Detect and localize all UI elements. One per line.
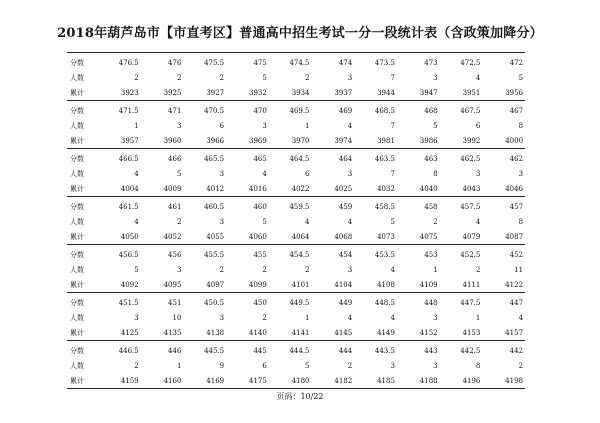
table-block — [67, 340, 525, 389]
table-cell-cumulative: 4125 — [120, 328, 139, 337]
table-cell-score: 475 — [253, 58, 267, 67]
table-cell-count: 4 — [347, 217, 353, 226]
table-cell-cumulative: 4060 — [248, 232, 267, 241]
table-cell-score: 456.5 — [118, 250, 139, 259]
table-cell-score: 451.5 — [118, 298, 139, 307]
table-cell-count: 1 — [305, 121, 310, 130]
table-cell-count: 2 — [518, 361, 524, 370]
table-cell-score: 445.5 — [204, 346, 225, 355]
table-cell-score: 450.5 — [204, 298, 225, 307]
table-cell-cumulative: 3992 — [462, 136, 481, 145]
table-cell-cumulative: 3956 — [505, 88, 524, 97]
table-cell-cumulative: 4101 — [291, 280, 310, 289]
table-cell-count: 3 — [219, 313, 225, 322]
table-cell-score: 459.5 — [289, 202, 310, 211]
table-cell-cumulative: 4022 — [291, 184, 310, 193]
table-block — [67, 148, 525, 196]
table-cell-count: 7 — [390, 73, 395, 82]
table-cell-cumulative: 4092 — [120, 280, 139, 289]
table-cell-score: 469.5 — [289, 106, 310, 115]
table-cell-count: 2 — [176, 217, 182, 226]
row-label-score: 分数 — [70, 106, 84, 115]
table-cell-score: 476 — [168, 58, 182, 67]
table-cell-cumulative: 4122 — [505, 280, 524, 289]
table-cell-score: 443 — [424, 346, 438, 355]
table-cell-score: 447 — [509, 298, 524, 307]
table-cell-score: 473.5 — [374, 58, 395, 67]
table-cell-cumulative: 4004 — [120, 184, 139, 193]
table-cell-cumulative: 4185 — [377, 376, 395, 385]
table-block — [67, 292, 525, 340]
table-cell-score: 445 — [253, 346, 267, 355]
table-cell-count: 3 — [475, 169, 481, 178]
table-cell-count: 10 — [172, 313, 182, 322]
table-cell-cumulative: 4095 — [163, 280, 182, 289]
row-label-cumulative: 累计 — [70, 136, 84, 145]
table-cell-count: 4 — [390, 265, 395, 274]
table-row-count — [67, 358, 525, 373]
table-cell-score: 458.5 — [374, 202, 395, 211]
table-cell-count: 5 — [262, 73, 267, 82]
row-label-score: 分数 — [70, 202, 84, 211]
row-label-count: 人数 — [70, 265, 84, 274]
table-cell-count: 2 — [219, 265, 225, 274]
table-cell-score: 453 — [424, 250, 438, 259]
table-cell-cumulative: 4097 — [206, 280, 225, 289]
table-cell-count: 4 — [262, 169, 267, 178]
table-cell-cumulative: 4196 — [462, 376, 481, 385]
table-cell-cumulative: 4140 — [248, 328, 267, 337]
table-row-count — [67, 70, 525, 85]
table-cell-count: 1 — [134, 121, 139, 130]
table-cell-cumulative: 4182 — [334, 376, 353, 385]
table-cell-cumulative: 3932 — [248, 88, 267, 97]
table-cell-count: 1 — [176, 361, 182, 370]
table-cell-cumulative: 3923 — [120, 88, 139, 97]
table-cell-score: 465.5 — [204, 154, 225, 163]
table-cell-score: 457.5 — [460, 202, 481, 211]
table-cell-count: 4 — [347, 313, 353, 322]
table-cell-score: 474.5 — [289, 58, 310, 67]
table-cell-score: 475.5 — [204, 58, 225, 67]
table-cell-cumulative: 4145 — [334, 328, 353, 337]
table-cell-count: 8 — [518, 121, 524, 130]
table-cell-cumulative: 4032 — [377, 184, 395, 193]
page-number: 页码：10/22 — [276, 392, 324, 401]
table-cell-cumulative: 3960 — [163, 136, 182, 145]
table-cell-count: 6 — [305, 169, 310, 178]
table-cell-count: 5 — [176, 169, 182, 178]
table-cell-cumulative: 4152 — [419, 328, 438, 337]
table-cell-cumulative: 4198 — [505, 376, 524, 385]
table-cell-score: 447.5 — [460, 298, 481, 307]
table-cell-count: 3 — [219, 217, 225, 226]
table-cell-count: 5 — [262, 217, 267, 226]
table-cell-cumulative: 4016 — [248, 184, 267, 193]
row-label-count: 人数 — [70, 121, 84, 130]
table-cell-count: 3 — [176, 265, 182, 274]
table-row-cumulative — [67, 373, 525, 388]
table-cell-score: 468.5 — [374, 106, 395, 115]
table-cell-cumulative: 4052 — [163, 232, 182, 241]
row-label-cumulative: 累计 — [70, 232, 84, 241]
row-label-cumulative: 累计 — [70, 184, 84, 193]
table-cell-cumulative: 4075 — [419, 232, 438, 241]
table-cell-score: 466 — [168, 154, 182, 163]
row-label-count: 人数 — [70, 361, 84, 370]
row-label-count: 人数 — [70, 313, 84, 322]
table-block — [67, 100, 525, 148]
table-cell-count: 3 — [347, 169, 353, 178]
table-cell-score: 448 — [424, 298, 438, 307]
table-cell-cumulative: 4159 — [120, 376, 139, 385]
table-cell-count: 1 — [433, 265, 438, 274]
table-cell-count: 1 — [305, 313, 310, 322]
table-row-score — [67, 55, 525, 70]
table-cell-count: 3 — [134, 313, 139, 322]
table-cell-score: 461.5 — [118, 202, 139, 211]
table-cell-count: 9 — [219, 361, 225, 370]
table-cell-cumulative: 3944 — [377, 88, 395, 97]
table-cell-score: 457 — [509, 202, 524, 211]
table-cell-count: 5 — [433, 121, 438, 130]
table-cell-cumulative: 3974 — [334, 136, 353, 145]
table-cell-count: 3 — [433, 73, 438, 82]
table-cell-cumulative: 4138 — [206, 328, 225, 337]
table-cell-score: 455.5 — [204, 250, 225, 259]
page-title: 2018年葫芦岛市【市直考区】普通高中招生考试一分一段统计表（含政策加降分） — [57, 26, 543, 41]
table-cell-cumulative: 4188 — [419, 376, 438, 385]
table-cell-cumulative: 4079 — [462, 232, 481, 241]
table-cell-score: 472.5 — [460, 58, 481, 67]
table-cell-count: 3 — [347, 265, 353, 274]
table-row-cumulative — [67, 85, 525, 100]
table-cell-cumulative: 4160 — [163, 376, 182, 385]
row-label-score: 分数 — [70, 58, 84, 67]
table-cell-count: 2 — [219, 73, 225, 82]
table-cell-count: 2 — [262, 313, 267, 322]
table-cell-count: 7 — [390, 121, 395, 130]
table-cell-cumulative: 3966 — [206, 136, 225, 145]
table-cell-count: 6 — [219, 121, 225, 130]
table-cell-score: 471 — [168, 106, 182, 115]
table-cell-count: 8 — [475, 361, 481, 370]
table-cell-cumulative: 4064 — [291, 232, 310, 241]
row-label-score: 分数 — [70, 154, 84, 163]
table-cell-count: 4 — [475, 73, 481, 82]
table-cell-score: 463 — [424, 154, 438, 163]
table-cell-score: 446 — [168, 346, 182, 355]
table-cell-cumulative: 4175 — [248, 376, 267, 385]
table-cell-score: 455 — [253, 250, 267, 259]
table-cell-cumulative: 4050 — [120, 232, 139, 241]
table-cell-count: 6 — [475, 121, 481, 130]
table-row-count — [67, 262, 525, 277]
table-row-count — [67, 214, 525, 229]
table-cell-score: 444.5 — [289, 346, 310, 355]
table-row-cumulative — [67, 229, 525, 244]
table-cell-cumulative: 4046 — [505, 184, 524, 193]
table-cell-cumulative: 4012 — [206, 184, 225, 193]
table-cell-score: 470.5 — [204, 106, 225, 115]
table-cell-cumulative: 4141 — [291, 328, 310, 337]
row-label-score: 分数 — [70, 346, 84, 355]
table-cell-cumulative: 4108 — [377, 280, 395, 289]
row-label-score: 分数 — [70, 298, 84, 307]
table-row-score — [67, 295, 525, 310]
table-cell-score: 462 — [509, 154, 524, 163]
table-cell-count: 3 — [433, 361, 438, 370]
table-cell-count: 5 — [390, 217, 395, 226]
table-row-score — [67, 343, 525, 358]
table-cell-score: 471.5 — [118, 106, 139, 115]
table-cell-cumulative: 4073 — [377, 232, 395, 241]
table-cell-score: 454 — [338, 250, 353, 259]
table-cell-count: 4 — [347, 121, 353, 130]
row-label-score: 分数 — [70, 250, 84, 259]
row-label-count: 人数 — [70, 73, 84, 82]
table-cell-count: 3 — [347, 73, 353, 82]
table-block — [67, 244, 525, 292]
table-cell-cumulative: 3986 — [419, 136, 438, 145]
table-cell-score: 456 — [168, 250, 182, 259]
table-cell-count: 2 — [176, 73, 182, 82]
row-label-count: 人数 — [70, 217, 84, 226]
table-cell-count: 3 — [390, 361, 395, 370]
table-cell-cumulative: 4000 — [505, 136, 524, 145]
table-row-score — [67, 151, 525, 166]
table-row-cumulative — [67, 277, 525, 292]
table-cell-count: 1 — [475, 313, 481, 322]
table-cell-cumulative: 4104 — [334, 280, 353, 289]
table-cell-cumulative: 4055 — [206, 232, 225, 241]
table-cell-cumulative: 4099 — [248, 280, 267, 289]
table-row-score — [67, 199, 525, 214]
table-row-cumulative — [67, 325, 525, 340]
table-cell-cumulative: 4087 — [505, 232, 524, 241]
table-cell-cumulative: 3951 — [462, 88, 481, 97]
table-cell-score: 465 — [253, 154, 267, 163]
table-cell-count: 3 — [518, 169, 524, 178]
table-cell-count: 2 — [433, 217, 438, 226]
table-cell-cumulative: 4025 — [334, 184, 353, 193]
table-cell-score: 442.5 — [460, 346, 481, 355]
table-cell-score: 468 — [424, 106, 438, 115]
row-label-cumulative: 累计 — [70, 280, 84, 289]
table-cell-count: 2 — [262, 265, 267, 274]
table-cell-score: 459 — [338, 202, 353, 211]
table-cell-score: 444 — [338, 346, 353, 355]
table-cell-score: 460.5 — [204, 202, 225, 211]
table-row-cumulative — [67, 133, 525, 148]
table-cell-score: 464.5 — [289, 154, 310, 163]
table-cell-score: 458 — [424, 202, 438, 211]
row-label-cumulative: 累计 — [70, 328, 84, 337]
table-cell-count: 4 — [134, 169, 139, 178]
table-cell-count: 3 — [433, 313, 438, 322]
table-cell-score: 446.5 — [118, 346, 139, 355]
table-cell-cumulative: 3937 — [334, 88, 353, 97]
table-cell-cumulative: 3969 — [248, 136, 267, 145]
table-cell-cumulative: 4043 — [462, 184, 481, 193]
table-cell-score: 472 — [509, 58, 524, 67]
table-cell-count: 2 — [305, 73, 310, 82]
table-cell-count: 5 — [518, 73, 524, 82]
table-cell-cumulative: 3947 — [419, 88, 438, 97]
table-cell-count: 4 — [305, 217, 310, 226]
table-cell-cumulative: 3927 — [206, 88, 225, 97]
table-cell-cumulative: 3934 — [291, 88, 310, 97]
table-row-count — [67, 118, 525, 133]
table-cell-score: 467.5 — [460, 106, 481, 115]
table-row-score — [67, 247, 525, 262]
table-cell-cumulative: 3970 — [291, 136, 310, 145]
table-cell-score: 461 — [168, 202, 182, 211]
table-cell-count: 2 — [347, 361, 353, 370]
table-cell-score: 460 — [253, 202, 267, 211]
table-cell-score: 449 — [338, 298, 353, 307]
table-cell-count: 7 — [390, 169, 395, 178]
table-cell-cumulative: 4157 — [505, 328, 524, 337]
table-cell-cumulative: 4111 — [462, 280, 481, 289]
table-cell-cumulative: 4109 — [419, 280, 438, 289]
table-cell-count: 4 — [475, 217, 481, 226]
table-cell-score: 443.5 — [374, 346, 395, 355]
table-cell-score: 470 — [253, 106, 267, 115]
table-cell-score: 442 — [509, 346, 524, 355]
table-row-count — [67, 310, 525, 325]
table-cell-score: 450 — [253, 298, 267, 307]
table-cell-score: 467 — [509, 106, 524, 115]
table-cell-cumulative: 3957 — [120, 136, 139, 145]
table-cell-count: 4 — [390, 313, 395, 322]
table-row-score — [67, 103, 525, 118]
table-cell-cumulative: 4180 — [291, 376, 310, 385]
row-label-cumulative: 累计 — [70, 88, 84, 97]
table-cell-cumulative: 4153 — [462, 328, 481, 337]
table-cell-score: 449.5 — [289, 298, 310, 307]
table-cell-cumulative: 4169 — [206, 376, 225, 385]
table-cell-cumulative: 4135 — [163, 328, 182, 337]
table-cell-score: 469 — [338, 106, 353, 115]
table-cell-cumulative: 3925 — [163, 88, 182, 97]
table-cell-score: 453.5 — [374, 250, 395, 259]
table-cell-score: 466.5 — [118, 154, 139, 163]
table-cell-cumulative: 4068 — [334, 232, 353, 241]
table-cell-count: 2 — [305, 265, 310, 274]
table-cell-count: 11 — [514, 265, 524, 274]
table-cell-cumulative: 4009 — [163, 184, 182, 193]
table-cell-count: 4 — [134, 217, 139, 226]
row-label-count: 人数 — [70, 169, 84, 178]
table-cell-score: 448.5 — [374, 298, 395, 307]
table-cell-count: 3 — [219, 169, 225, 178]
table-block — [67, 52, 525, 100]
table-cell-count: 2 — [134, 73, 139, 82]
table-cell-score: 474 — [338, 58, 353, 67]
row-label-cumulative: 累计 — [70, 376, 84, 385]
table-cell-score: 452 — [509, 250, 524, 259]
table-cell-cumulative: 3981 — [377, 136, 395, 145]
table-row-count — [67, 166, 525, 181]
table-cell-count: 2 — [475, 265, 481, 274]
table-row-cumulative — [67, 181, 525, 196]
table-cell-count: 3 — [176, 121, 182, 130]
table-cell-score: 463.5 — [374, 154, 395, 163]
table-cell-count: 2 — [134, 361, 139, 370]
table-cell-count: 5 — [134, 265, 139, 274]
table-cell-count: 4 — [518, 313, 524, 322]
table-cell-score: 452.5 — [460, 250, 481, 259]
table-cell-cumulative: 4040 — [419, 184, 438, 193]
table-cell-count: 6 — [262, 361, 267, 370]
table-cell-score: 462.5 — [460, 154, 481, 163]
table-cell-score: 464 — [338, 154, 353, 163]
table-cell-count: 8 — [518, 217, 524, 226]
table-cell-cumulative: 4149 — [377, 328, 395, 337]
table-cell-count: 8 — [433, 169, 438, 178]
table-block — [67, 196, 525, 244]
table-cell-score: 454.5 — [289, 250, 310, 259]
table-cell-score: 473 — [424, 58, 438, 67]
table-cell-score: 451 — [168, 298, 182, 307]
table-cell-count: 5 — [305, 361, 310, 370]
table-cell-score: 476.5 — [118, 58, 139, 67]
score-distribution-table — [67, 52, 525, 389]
table-cell-count: 3 — [262, 121, 267, 130]
